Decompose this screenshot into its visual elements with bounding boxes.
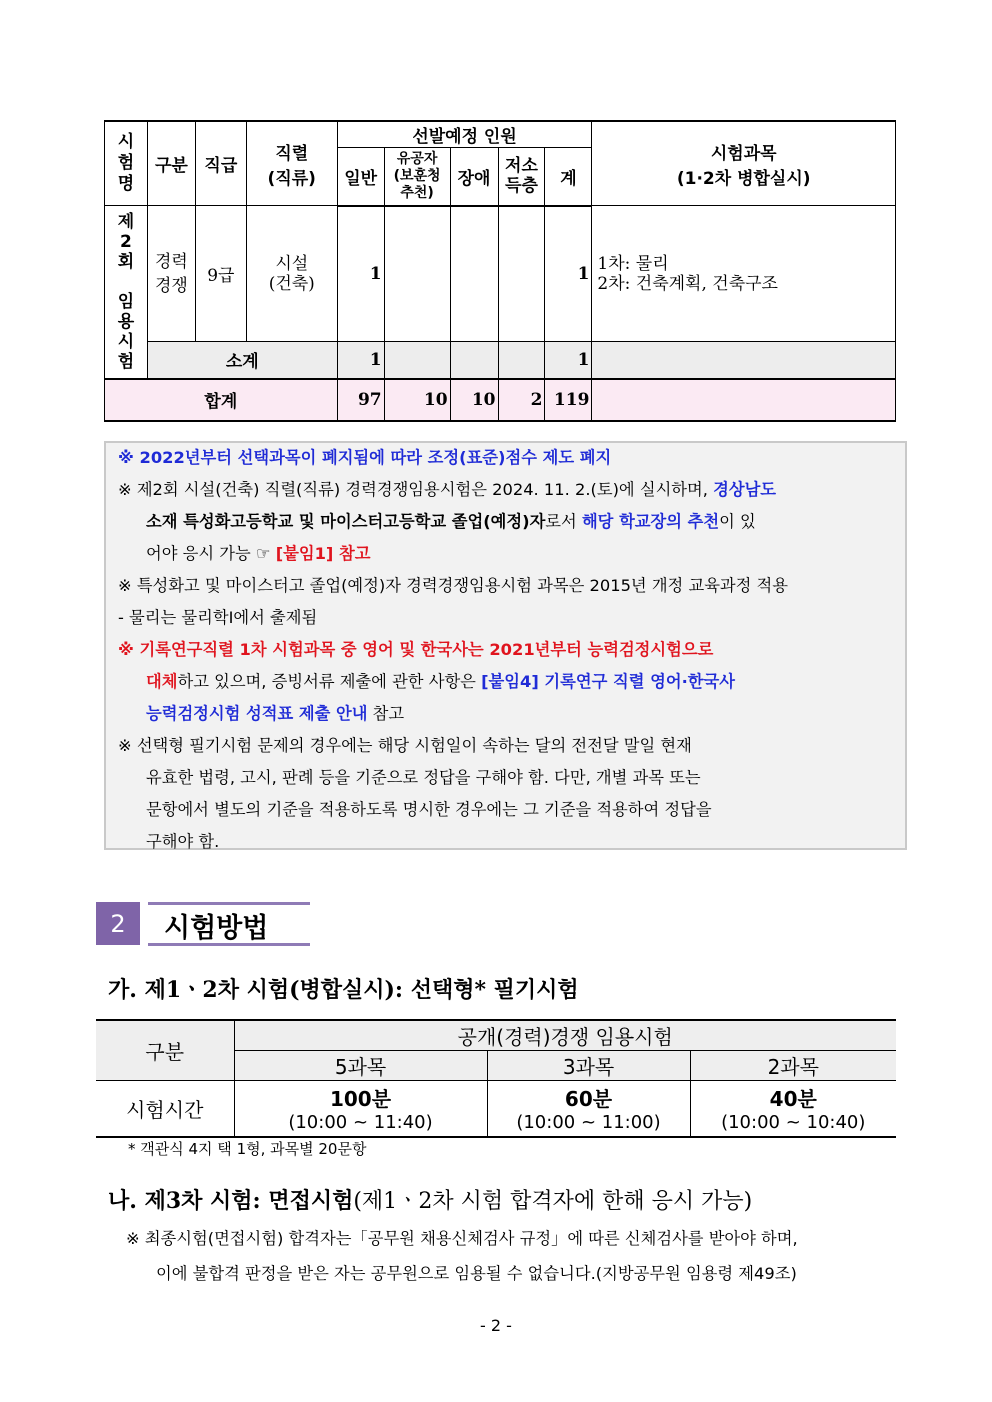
header-sum: 계 <box>545 148 592 206</box>
note-4-text-d: [붙임4] 기록연구 직렬 영어·한국사 <box>481 672 735 691</box>
row-position: 시설 (건축) <box>246 206 337 342</box>
header-general: 일반 <box>337 148 384 206</box>
header-veteran-l2: (보훈청 <box>393 167 441 184</box>
subheading-b <box>108 1184 752 1215</box>
header-subjects-sub: (1·2차 병합실시) <box>676 168 811 189</box>
page-number: - 2 - <box>480 1316 512 1335</box>
note-5-line1: ※ 선택형 필기시험 문제의 경우에는 해당 시험일이 속하는 달의 전전달 말일 현재 <box>118 736 692 755</box>
note-2-text-b: 경상남도 <box>713 480 777 499</box>
row-veteran <box>384 206 450 342</box>
row-general: 1 <box>337 206 384 342</box>
section-top-rule <box>148 902 310 905</box>
notes-box <box>104 441 907 850</box>
note-2-line1 <box>118 474 889 506</box>
section-title: 시험방법 <box>164 913 269 944</box>
note-3-sub: - 물리는 물리학Ⅰ에서 출제됨 <box>118 608 318 627</box>
t2-col-5: 5과목 <box>234 1051 487 1081</box>
subtotal-label: 소계 <box>147 342 337 379</box>
note-2-line3 <box>146 538 889 570</box>
row-lowincome <box>498 206 545 342</box>
t2-duration-3: 60분 <box>564 1087 613 1112</box>
row-subjects-l1: 1차: 물리 <box>597 253 669 274</box>
subheading-a: 가. 제1ㆍ2차 시험(병합실시): 선택형* 필기시험 <box>108 977 579 1003</box>
note-2-text-h: [붙임1] 참고 <box>275 544 371 563</box>
exam-label: 제 2 회 임 용 시 험 <box>105 206 148 379</box>
exam-time-table <box>96 1019 896 1138</box>
note-3: ※ 특성화고 및 마이스터고 졸업(예정)자 경력경쟁임용시험 과목은 2015년 개정 교육과정 적용 <box>118 576 789 595</box>
row-subjects-l2: 2차: 건축계획, 건축구조 <box>597 273 778 294</box>
total-sum: 119 <box>545 379 592 421</box>
note-2-text-f: 이 있 <box>719 512 756 531</box>
note-2-text-a: ※ 제2회 시설(건축) 직렬(직류) 경력경쟁임용시험은 2024. 11. 2.(토)에 실시하며, <box>118 480 708 499</box>
note-4-line2 <box>146 666 889 698</box>
t2-col-3: 3과목 <box>487 1051 690 1081</box>
header-exam-name: 시 험 명 <box>105 121 148 206</box>
note-2-line2 <box>146 506 889 538</box>
note-4-text-c: 하고 있으며, 증빙서류 제출에 관한 사항은 <box>177 672 476 691</box>
row-grade: 9급 <box>195 206 246 342</box>
subheading-b-bold: 나. 제3차 시험: 면접시험 <box>108 1188 354 1214</box>
header-subjects <box>592 121 896 206</box>
header-grade: 직급 <box>195 121 246 206</box>
t2-time-2: (10:00 ~ 10:40) <box>721 1112 866 1134</box>
row-category: 경력 경쟁 <box>147 206 195 342</box>
note-2-text-e: 해당 학교장의 추천 <box>581 512 720 531</box>
header-position <box>246 121 337 206</box>
header-veteran-l3: 추천) <box>400 184 434 201</box>
total-veteran: 10 <box>384 379 450 421</box>
header-lowincome <box>498 148 545 206</box>
total-general: 97 <box>337 379 384 421</box>
header-veteran <box>384 148 450 206</box>
subheading-b-rest: (제1ㆍ2차 시험 합격자에 한해 응시 가능) <box>353 1189 753 1214</box>
t2-col-2: 2과목 <box>690 1051 896 1081</box>
row-subjects <box>592 206 896 342</box>
selection-table <box>104 120 896 422</box>
section-number: 2 <box>96 902 140 945</box>
row-sum: 1 <box>545 206 592 342</box>
note-4-text-e: 능력검정시험 성적표 제출 안내 <box>146 704 368 723</box>
header-disabled: 장애 <box>450 148 498 206</box>
note-2-text-g: 어야 응시 가능 ☞ <box>146 544 271 563</box>
note-5-line3: 문항에서 별도의 기준을 적용하도록 명시한 경우에는 그 기준을 적용하여 정답을 <box>146 800 712 819</box>
total-disabled: 10 <box>450 379 498 421</box>
subtotal-veteran <box>384 342 450 379</box>
note-4-text-b: 대체 <box>146 672 178 691</box>
note-4-text-f: 참고 <box>372 704 405 723</box>
header-veteran-l1: 유공자 <box>396 150 438 167</box>
t2-time-3: (10:00 ~ 11:00) <box>516 1112 661 1134</box>
final-note-line2: 이에 불합격 판정을 받은 자는 공무원으로 임용될 수 없습니다.(지방공무원 임용령 제49조) <box>156 1264 797 1283</box>
header-position-sub: (직류) <box>267 168 316 189</box>
subtotal-subjects <box>592 342 896 379</box>
t2-time-5: (10:00 ~ 11:40) <box>288 1112 433 1134</box>
subtotal-disabled <box>450 342 498 379</box>
header-subjects-main: 시험과목 <box>710 143 777 164</box>
header-lowincome-l1: 저소 <box>505 156 538 177</box>
note-2-text-c: 소재 특성화고등학교 및 마이스터고등학교 졸업(예정)자 <box>146 512 546 531</box>
t2-cell-3 <box>487 1081 690 1137</box>
t2-main-header: 공개(경력)경쟁 임용시험 <box>234 1020 896 1051</box>
header-lowincome-l2: 득층 <box>505 176 538 197</box>
subtotal-lowincome <box>498 342 545 379</box>
t2-cell-2 <box>690 1081 896 1137</box>
t2-row-label: 시험시간 <box>96 1081 234 1137</box>
total-subjects <box>592 379 896 421</box>
t2-category: 구분 <box>96 1020 234 1081</box>
header-planned: 선발예정 인원 <box>337 121 592 148</box>
t2-duration-5: 100분 <box>329 1087 392 1112</box>
note-5-line4: 구해야 함. <box>146 832 220 851</box>
note-5-line2: 유효한 법령, 고시, 판례 등을 기준으로 정답을 구해야 함. 다만, 개별 과목 또는 <box>146 768 701 787</box>
note-1: ※ 2022년부터 선택과목이 폐지됨에 따라 조정(표준)점수 제도 폐지 <box>118 448 612 467</box>
total-label: 합계 <box>105 379 338 421</box>
header-position-main: 직렬 <box>275 143 309 164</box>
t2-cell-5 <box>234 1081 487 1137</box>
footnote: * 객관식 4지 택 1형, 과목별 20문항 <box>128 1140 367 1158</box>
note-4-line1: ※ 기록연구직렬 1차 시험과목 중 영어 및 한국사는 2021년부터 능력검정시험으로 <box>118 640 714 659</box>
subtotal-sum: 1 <box>545 342 592 379</box>
total-lowincome: 2 <box>498 379 545 421</box>
final-note-line1: ※ 최종시험(면접시험) 합격자는「공무원 채용신체검사 규정」에 따른 신체검사를 받아야 하며, <box>126 1229 798 1248</box>
note-4-line3 <box>146 698 889 730</box>
t2-duration-2: 40분 <box>769 1087 817 1112</box>
subtotal-general: 1 <box>337 342 384 379</box>
row-disabled <box>450 206 498 342</box>
header-category: 구분 <box>147 121 195 206</box>
note-2-text-d: 로서 <box>545 512 577 531</box>
